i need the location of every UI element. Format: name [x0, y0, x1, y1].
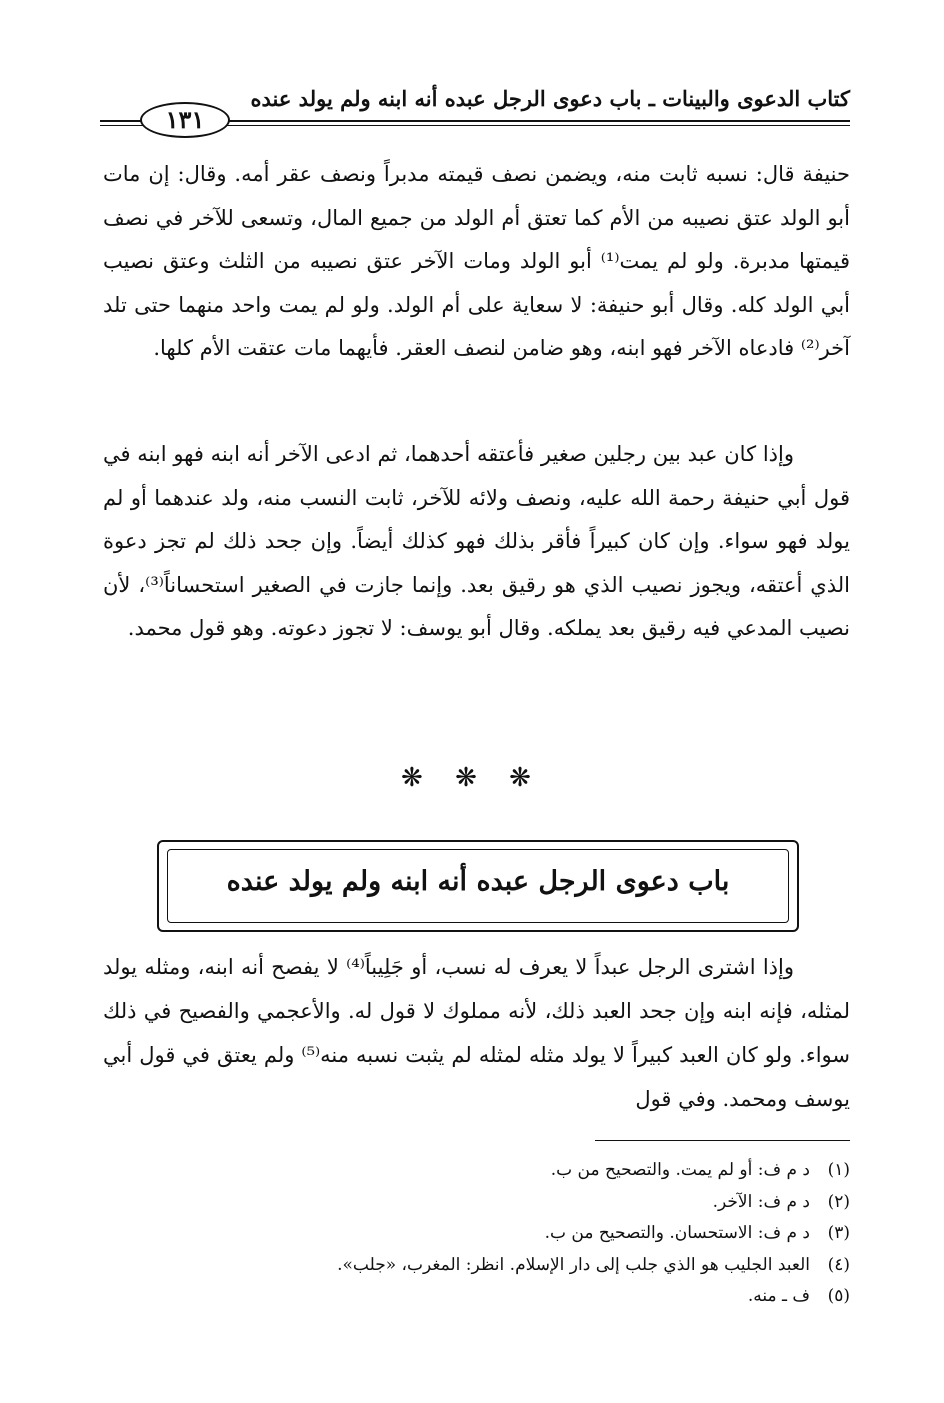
chapter-title: باب دعوى الرجل عبده أنه ابنه ولم يولد عنده — [226, 866, 730, 897]
footnote-text: ف ـ منه. — [747, 1286, 810, 1306]
running-header — [100, 82, 850, 132]
paragraph-2 — [103, 433, 850, 651]
footnote-2 — [150, 1187, 850, 1219]
footnote-3 — [150, 1218, 850, 1250]
paragraph-1-text: حنيفة قال: نسبه ثابت منه، ويضمن نصف قيمته مدبراً ونصف عقر أمه. وقال: إن مات أبو الولد عتق نصيبه من الأم كما تعتق أم الولد من جميع المال، وتسعى للآخر في نصف قيمتها مدبرة. ولو لم يمت⁽¹⁾ أبو الولد ومات الآخر عتق نصيبه من الثلث وعتق نصيب أبي الولد كله. وقال أبو حنيفة: لا سعاية على أم الولد. ولو لم يمت واحد منهما حتى تلد آخر⁽²⁾ فادعاه الآخر فهو ابنه، وهو ضامن لنصف العقر. فأيهما مات عتقت الأم كلها. — [103, 162, 850, 361]
footnote-number: (٥) — [827, 1286, 850, 1306]
footnote-text: د م ف: الاستحسان. والتصحيح من ب. — [544, 1223, 810, 1243]
footnote-text: العبد الجليب هو الذي جلب إلى دار الإسلام. انظر: المغرب، «جلب». — [337, 1254, 810, 1275]
footnote-text: د م ف: أو لم يمت. والتصحيح من ب. — [550, 1160, 810, 1180]
footnote-number: (٤) — [827, 1254, 850, 1275]
paragraph-1 — [103, 153, 850, 371]
footnote-1 — [150, 1155, 850, 1187]
footnote-number: (٢) — [827, 1191, 850, 1212]
footnote-text: د م ف: الآخر. — [712, 1191, 810, 1212]
section-separator: ❋ ❋ ❋ — [401, 763, 543, 793]
footnote-5 — [150, 1281, 850, 1313]
footnotes — [150, 1155, 850, 1313]
paragraph-3 — [103, 945, 850, 1121]
header-title: كتاب الدعوى والبينات ـ باب دعوى الرجل عبده أنه ابنه ولم يولد عنده — [250, 86, 850, 111]
paragraph-2-text: وإذا كان عبد بين رجلين صغير فأعتقه أحدهما، ثم ادعى الآخر أنه ابنه فهو ابنه في قول أبي حنيفة رحمة الله عليه، ونصف ولائه للآخر، ثابت النسب منه، ولد عندهما أو لم يولد فهو سواء. وإن كان كبيراً فأقر بذلك فهو كذلك أيضاً. وإن جحد ذلك لم تجز دعوة الذي أعتقه، ويجوز نصيب الذي هو رقيق بعد. وإنما جازت في الصغير استحساناً⁽³⁾، لأن نصيب المدعي فيه رقيق بعد يملكه. وقال أبو يوسف: لا تجوز دعوته. وهو قول محمد. — [103, 442, 850, 641]
footnote-4 — [150, 1250, 850, 1282]
page-number: ١٣١ — [140, 102, 230, 138]
paragraph-3-text: وإذا اشترى الرجل عبداً لا يعرف له نسب، أو جَلِيباً⁽⁴⁾ لا يفصح أنه ابنه، ومثله يولد لمثله، فإنه ابنه وإن جحد العبد ذلك، لأنه مملوك لا قول له. والأعجمي والفصيح في ذلك سواء. ولو كان العبد كبيراً لا يولد مثله لمثله لم يثبت نسبه منه⁽⁵⁾ ولم يعتق في قول أبي يوسف ومحمد. وفي قول — [103, 955, 850, 1111]
chapter-title-frame — [157, 840, 799, 932]
footnote-rule — [595, 1140, 850, 1141]
footnote-number: (٣) — [827, 1223, 850, 1243]
footnote-number: (١) — [827, 1160, 850, 1180]
